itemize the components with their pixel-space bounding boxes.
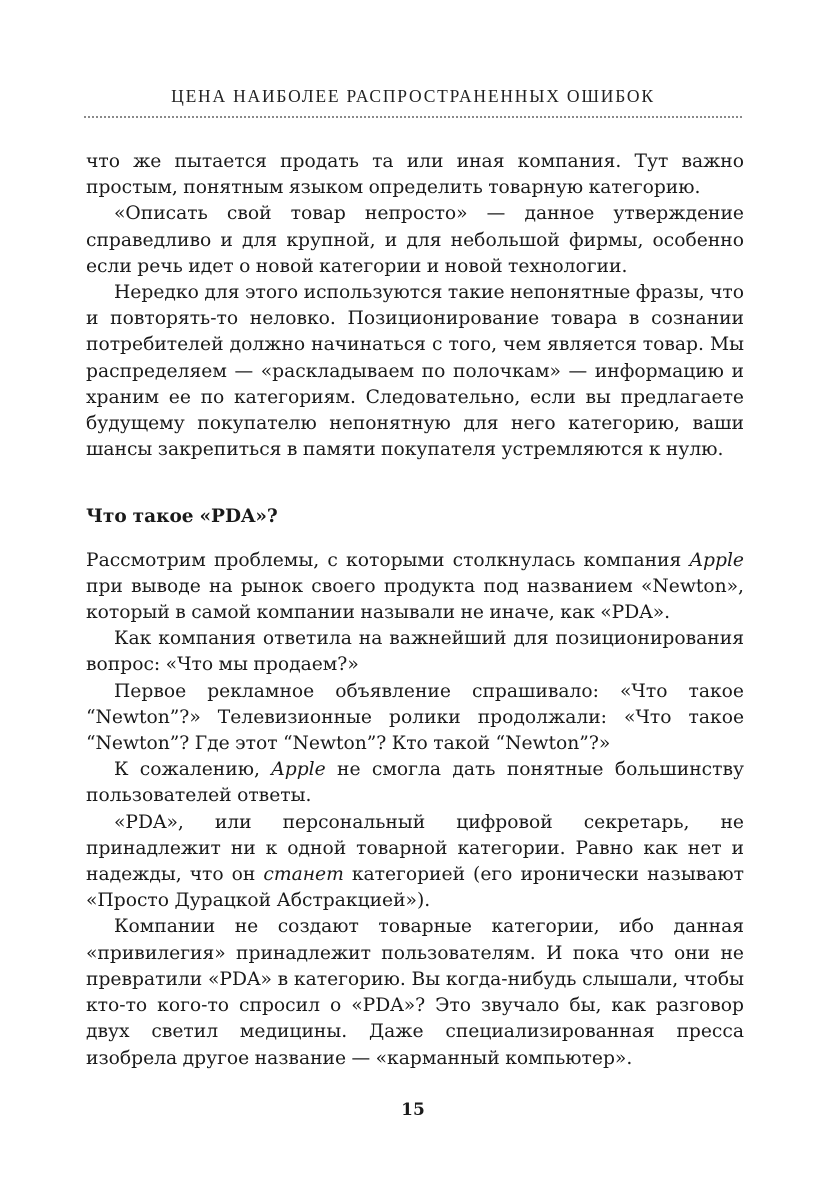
paragraph: «Описать свой товар непросто» — данное утверждение справедливо и для крупной, и для небольшой фирмы, особенно если речь идет о новой категории и новой технологии. bbox=[86, 203, 744, 277]
running-head: ЦЕНА НАИБОЛЕЕ РАСПРОСТРАНЕННЫХ ОШИБОК bbox=[171, 86, 655, 106]
emphasis: Apple bbox=[271, 759, 326, 781]
paragraph: Компании не создают товарные категории, ибо данная «привилегия» принадлежит пользователям. И пока что они не превратили «PDA» в категорию. Вы когда-нибудь слышали, чтобы кто-то кого-то спросил о «PDA»? Это звучало бы, как разговор двух светил медицины. Даже специализированная пресса изобрела другое название — «карманный компьютер». bbox=[86, 916, 744, 1069]
paragraph: Первое рекламное объявление спрашивало: «Что такое “Newton”?» Телевизионные ролики продолжали: «Что такое “Newton”? Где этот “Newton”? Кто такой “Newton”?» bbox=[86, 680, 744, 755]
paragraph: Как компания ответила на важнейший для позиционирования вопрос: «Что мы продаем?» bbox=[86, 628, 744, 676]
paragraph: К сожалению, Apple не смогла дать понятные большинству пользователей ответы. bbox=[86, 759, 744, 807]
emphasis: станет bbox=[263, 864, 344, 886]
paragraph: Рассмотрим проблемы, с которыми столкнулась компания Apple при выводе на рынок своего продукта под названием «Newton», который в самой компании называли не иначе, как «PDA». bbox=[86, 549, 744, 624]
section-heading: Что такое «PDA»? bbox=[86, 506, 278, 528]
body-text bbox=[86, 149, 744, 1072]
paragraph: что же пытается продать та или иная компания. Тут важно простым, понятным языком определить товарную категорию. bbox=[86, 151, 744, 199]
paragraph: Нередко для этого используются такие непонятные фразы, что и повторять-то неловко. Позиционирование товара в сознании потребителей должно начинаться с того, чем является товар. Мы распределяем — «раскладываем по полочкам» — информацию и храним ее по категориям. Следовательно, если вы предлагаете будущему покупателю непонятную для него категорию, ваши шансы закрепиться в памяти покупателя устремляются к нулю. bbox=[86, 282, 744, 461]
emphasis: Apple bbox=[689, 549, 744, 571]
paragraph: «PDA», или персональный цифровой секретарь, не принадлежит ни к одной товарной категории. Равно как нет и надежды, что он станет категорией (его иронически называют «Просто Дурацкой Абстракцией»). bbox=[86, 811, 744, 912]
page-number: 15 bbox=[401, 1100, 425, 1120]
dotted-divider bbox=[84, 116, 742, 118]
